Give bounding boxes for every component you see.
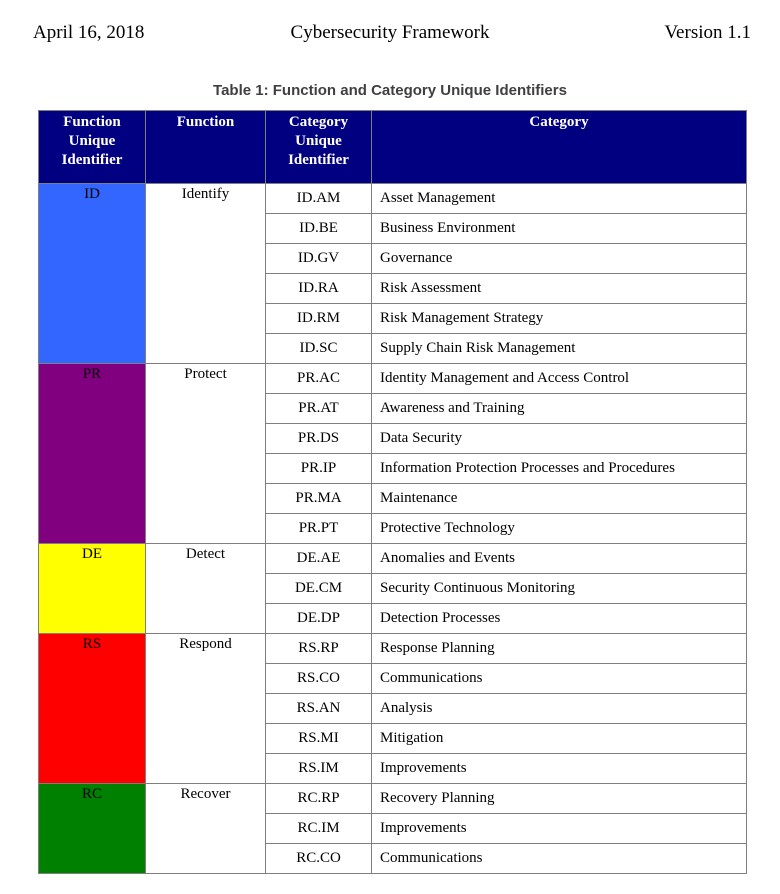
table-row — [39, 634, 747, 664]
category-id-cell: RC.CO — [266, 844, 372, 874]
function-id-cell: RC — [39, 784, 146, 874]
category-name-cell: Recovery Planning — [372, 784, 747, 814]
table-header-row — [39, 111, 747, 184]
header-title: Cybersecurity Framework — [290, 22, 490, 43]
function-name-cell: Identify — [146, 184, 266, 364]
table-row — [39, 184, 747, 214]
category-id-cell: RC.IM — [266, 814, 372, 844]
col-header-function-id: Function Unique Identifier — [39, 111, 146, 184]
function-name-cell: Detect — [146, 544, 266, 634]
category-id-cell: RS.CO — [266, 664, 372, 694]
category-id-cell: PR.AT — [266, 394, 372, 424]
category-id-cell: DE.CM — [266, 574, 372, 604]
function-name-cell: Respond — [146, 634, 266, 784]
category-name-cell: Security Continuous Monitoring — [372, 574, 747, 604]
header-date: April 16, 2018 — [33, 22, 145, 43]
category-name-cell: Protective Technology — [372, 514, 747, 544]
category-id-cell: ID.GV — [266, 244, 372, 274]
category-name-cell: Communications — [372, 844, 747, 874]
category-id-cell: PR.PT — [266, 514, 372, 544]
category-name-cell: Supply Chain Risk Management — [372, 334, 747, 364]
category-name-cell: Maintenance — [372, 484, 747, 514]
category-name-cell: Anomalies and Events — [372, 544, 747, 574]
category-name-cell: Detection Processes — [372, 604, 747, 634]
category-id-cell: DE.AE — [266, 544, 372, 574]
category-id-cell: RS.MI — [266, 724, 372, 754]
category-name-cell: Information Protection Processes and Procedures — [372, 454, 747, 484]
category-id-cell: ID.RA — [266, 274, 372, 304]
category-name-cell: Communications — [372, 664, 747, 694]
table-row — [39, 784, 747, 814]
header-version: Version 1.1 — [664, 22, 751, 43]
category-id-cell: ID.AM — [266, 184, 372, 214]
category-name-cell: Governance — [372, 244, 747, 274]
function-id-cell: ID — [39, 184, 146, 364]
table-body — [39, 184, 747, 874]
category-name-cell: Mitigation — [372, 724, 747, 754]
category-name-cell: Awareness and Training — [372, 394, 747, 424]
category-id-cell: PR.DS — [266, 424, 372, 454]
category-id-cell: ID.RM — [266, 304, 372, 334]
category-id-cell: ID.SC — [266, 334, 372, 364]
function-name-cell: Recover — [146, 784, 266, 874]
function-id-cell: DE — [39, 544, 146, 634]
category-id-cell: RS.AN — [266, 694, 372, 724]
category-id-cell: ID.BE — [266, 214, 372, 244]
category-name-cell: Business Environment — [372, 214, 747, 244]
table-row — [39, 364, 747, 394]
category-id-cell: RC.RP — [266, 784, 372, 814]
table-row — [39, 544, 747, 574]
category-id-cell: PR.MA — [266, 484, 372, 514]
col-header-function: Function — [146, 111, 266, 184]
category-name-cell: Response Planning — [372, 634, 747, 664]
category-name-cell: Risk Management Strategy — [372, 304, 747, 334]
category-id-cell: PR.IP — [266, 454, 372, 484]
function-id-cell: PR — [39, 364, 146, 544]
category-id-cell: RS.IM — [266, 754, 372, 784]
col-header-category: Category — [372, 111, 747, 184]
function-name-cell: Protect — [146, 364, 266, 544]
category-id-cell: PR.AC — [266, 364, 372, 394]
category-name-cell: Data Security — [372, 424, 747, 454]
col-header-category-id: Category Unique Identifier — [266, 111, 372, 184]
category-name-cell: Improvements — [372, 814, 747, 844]
category-name-cell: Risk Assessment — [372, 274, 747, 304]
category-id-cell: RS.RP — [266, 634, 372, 664]
category-name-cell: Identity Management and Access Control — [372, 364, 747, 394]
table-caption: Table 1: Function and Category Unique Identifiers — [213, 82, 567, 99]
function-id-cell: RS — [39, 634, 146, 784]
category-name-cell: Asset Management — [372, 184, 747, 214]
category-id-cell: DE.DP — [266, 604, 372, 634]
category-name-cell: Improvements — [372, 754, 747, 784]
function-category-table — [38, 110, 747, 874]
category-name-cell: Analysis — [372, 694, 747, 724]
